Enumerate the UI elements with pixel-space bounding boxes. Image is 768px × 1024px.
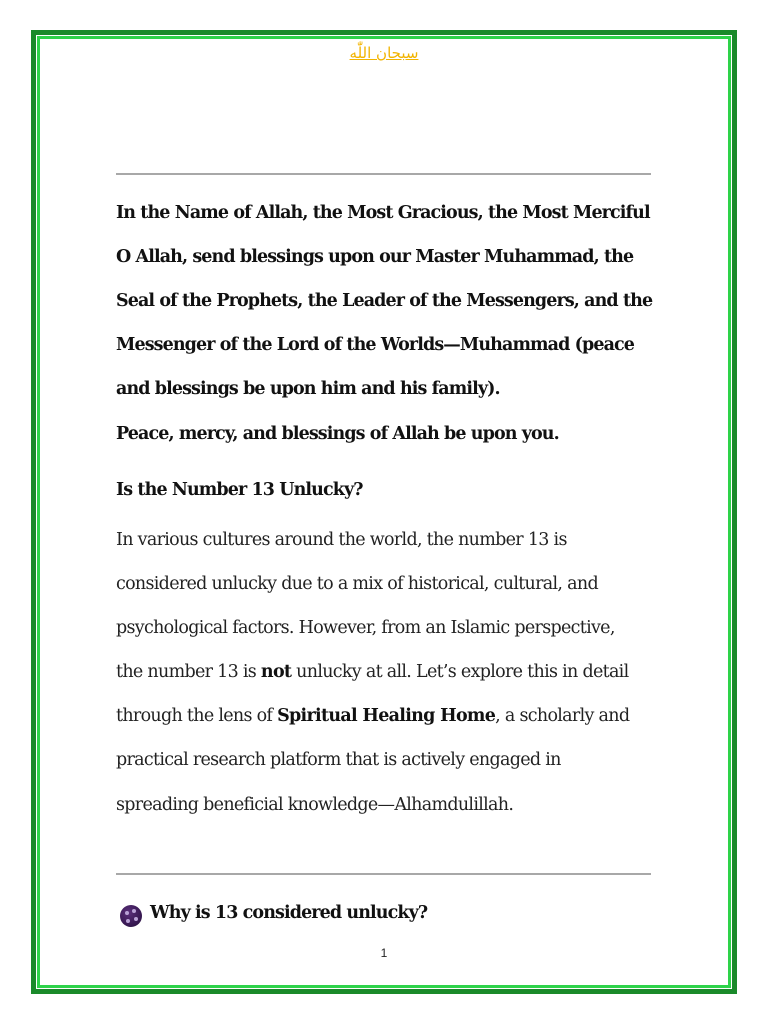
horizontal-rule-top	[116, 173, 651, 175]
para-line-2: considered unlucky due to a mix of historical, cultural, and	[116, 574, 598, 594]
intro-line-6: Peace, mercy, and blessings of Allah be upon you.	[116, 424, 559, 444]
para-line-3: psychological factors. However, from an Islamic perspective,	[116, 618, 615, 638]
arabic-header-link[interactable]: سبحان اللّٰه	[349, 44, 419, 62]
purple-circle-icon	[120, 905, 142, 927]
intro-line-1: In the Name of Allah, the Most Gracious, the Most Merciful	[116, 203, 650, 223]
page-border-inner	[37, 36, 731, 988]
page-number: 1	[380, 946, 388, 960]
para-line-4-start: the number 13 is	[116, 662, 261, 682]
para-line-4	[116, 662, 628, 682]
para-line-5-end: , a scholarly and	[495, 706, 630, 726]
intro-line-2: O Allah, send blessings upon our Master Muhammad, the	[116, 247, 634, 267]
question-text: Why is 13 considered unlucky?	[150, 903, 428, 923]
intro-line-4: Messenger of the Lord of the Worlds—Muhammad (peace	[116, 335, 635, 355]
para-line-1: In various cultures around the world, the number 13 is	[116, 530, 567, 550]
section-heading: Is the Number 13 Unlucky?	[116, 480, 363, 500]
emphasis-not: not	[260, 662, 292, 682]
para-line-7: spreading beneficial knowledge—Alhamdulillah.	[116, 795, 514, 815]
para-line-5	[116, 706, 629, 726]
intro-line-5: and blessings be upon him and his family).	[116, 379, 500, 399]
emphasis-spiritual-healing-home: Spiritual Healing Home	[277, 706, 496, 726]
intro-line-3: Seal of the Prophets, the Leader of the Messengers, and the	[116, 291, 653, 311]
para-line-6: practical research platform that is actively engaged in	[116, 750, 561, 770]
para-line-4-end: unlucky at all. Let’s explore this in detail	[291, 662, 629, 682]
horizontal-rule-bottom	[116, 873, 651, 875]
para-line-5-start: through the lens of	[116, 706, 278, 726]
